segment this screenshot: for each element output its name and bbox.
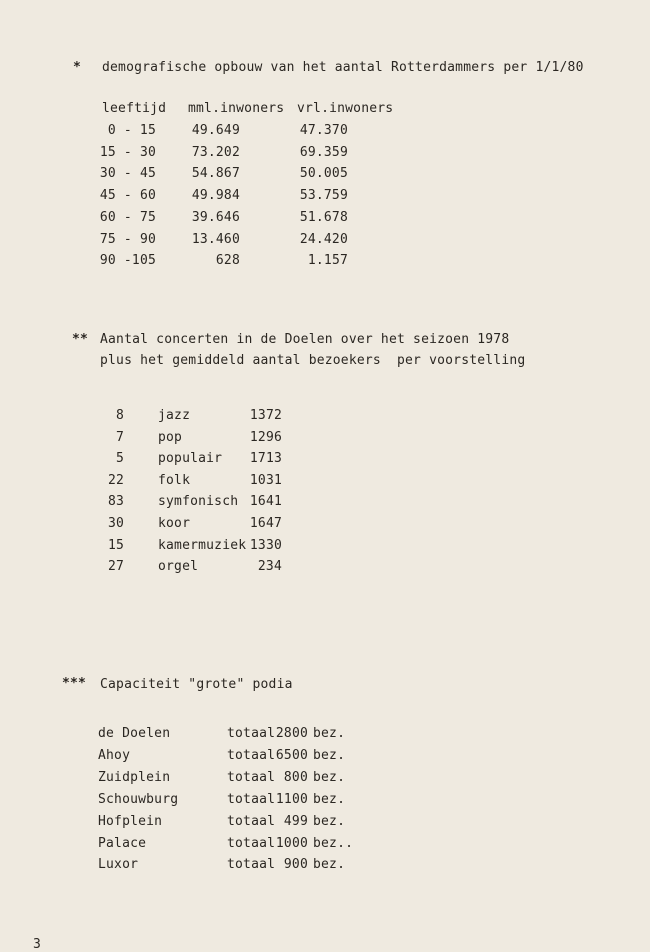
table2-cell-count: 5 bbox=[115, 451, 124, 467]
table3-cell-unit: bez. bbox=[313, 813, 346, 829]
table2-cell-count: 30 bbox=[107, 516, 124, 531]
table2-cell-visitors: 1641 bbox=[249, 494, 282, 510]
table1-cell-age: 75 - 90 bbox=[99, 231, 156, 247]
table3-cell-venue: Palace bbox=[98, 835, 147, 851]
table2-cell-visitors: 1713 bbox=[249, 451, 282, 467]
table3-cell-label: totaal bbox=[227, 835, 276, 851]
table3-cell-unit: bez.. bbox=[313, 835, 354, 851]
table2-cell-visitors: 1296 bbox=[249, 429, 282, 445]
table3-cell-label: totaal bbox=[227, 791, 276, 807]
table1-cell-female: 53.759 bbox=[299, 188, 348, 204]
table3-cell-label: totaal bbox=[227, 813, 276, 829]
section2-title-line1: Aantal concerten in de Doelen over het seizoen 1978 bbox=[100, 332, 510, 347]
table3-cell-capacity: 2800 bbox=[275, 726, 308, 741]
table2-cell-genre: folk bbox=[158, 472, 191, 488]
table1-cell-male: 13.460 bbox=[191, 231, 240, 247]
table2-cell-count: 8 bbox=[115, 408, 124, 423]
table1-cell-female: 69.359 bbox=[299, 144, 348, 160]
table2-cell-genre: populair bbox=[158, 451, 223, 467]
section1-marker: * bbox=[73, 60, 82, 75]
page-number: 3 bbox=[33, 937, 41, 952]
table3-cell-venue: Schouwburg bbox=[98, 791, 179, 807]
section3-title: Capaciteit "grote" podia bbox=[100, 677, 293, 692]
table2-cell-visitors: 1031 bbox=[249, 472, 282, 488]
table1-cell-male: 54.867 bbox=[191, 166, 240, 182]
table2-cell-count: 27 bbox=[107, 559, 124, 575]
table3-cell-unit: bez. bbox=[313, 726, 346, 741]
table1-cell-age: 15 - 30 bbox=[99, 144, 156, 160]
table2-cell-visitors: 1330 bbox=[249, 537, 282, 553]
table3-cell-venue: Zuidplein bbox=[98, 769, 171, 785]
section2-title-line2: plus het gemiddeld aantal bezoekers per voorstelling bbox=[100, 353, 526, 368]
table3-cell-unit: bez. bbox=[313, 769, 346, 785]
table3-cell-unit: bez. bbox=[313, 857, 346, 873]
table3-cell-label: totaal bbox=[227, 769, 276, 785]
table1-cell-male: 49.984 bbox=[191, 188, 240, 204]
table2-cell-genre: koor bbox=[158, 516, 191, 531]
table2-cell-count: 83 bbox=[107, 494, 124, 510]
table3-cell-unit: bez. bbox=[313, 791, 346, 807]
table2-cell-genre: orgel bbox=[158, 559, 199, 575]
table2-cell-visitors: 1647 bbox=[249, 516, 282, 531]
table2-cell-genre: symfonisch bbox=[158, 494, 239, 510]
table1-cell-male: 73.202 bbox=[191, 144, 240, 160]
table3-cell-label: totaal bbox=[227, 726, 276, 741]
section1-title: demografische opbouw van het aantal Rotterdammers per 1/1/80 bbox=[102, 60, 584, 75]
table3-cell-venue: de Doelen bbox=[98, 726, 171, 741]
table1-header-female: vrl.inwoners bbox=[297, 101, 394, 116]
table1-cell-male: 49.649 bbox=[191, 123, 240, 138]
table2-cell-genre: jazz bbox=[158, 408, 191, 423]
table3-cell-unit: bez. bbox=[313, 747, 346, 763]
table3-cell-capacity: 499 bbox=[283, 813, 308, 829]
table1-cell-female: 50.005 bbox=[299, 166, 348, 182]
table3-cell-label: totaal bbox=[227, 747, 276, 763]
table1-cell-female: 24.420 bbox=[299, 231, 348, 247]
table2-cell-genre: kamermuziek bbox=[158, 537, 247, 553]
table1-cell-age: 90 -105 bbox=[99, 253, 156, 269]
table1-cell-male: 628 bbox=[215, 253, 240, 269]
table3-cell-venue: Ahoy bbox=[98, 747, 131, 763]
section2-marker: ** bbox=[72, 332, 89, 347]
table3-cell-venue: Luxor bbox=[98, 857, 139, 873]
table1-cell-age: 30 - 45 bbox=[99, 166, 156, 182]
table1-cell-male: 39.646 bbox=[191, 209, 240, 225]
table1-header-age: leeftijd bbox=[102, 101, 167, 116]
table3-cell-capacity: 900 bbox=[283, 857, 308, 873]
table2-cell-visitors: 234 bbox=[257, 559, 282, 575]
table1-header-male: mml.inwoners bbox=[188, 101, 285, 116]
table3-cell-capacity: 1000 bbox=[275, 835, 308, 851]
table2-cell-genre: pop bbox=[158, 429, 183, 445]
table1-cell-age: 45 - 60 bbox=[99, 188, 156, 204]
table1-cell-age: 60 - 75 bbox=[99, 209, 156, 225]
table2-cell-count: 7 bbox=[115, 429, 124, 445]
section3-marker: *** bbox=[62, 676, 87, 691]
table1-cell-female: 47.370 bbox=[299, 123, 348, 138]
table3-cell-capacity: 6500 bbox=[275, 747, 308, 763]
table1-cell-female: 1.157 bbox=[307, 253, 348, 269]
table1-cell-female: 51.678 bbox=[299, 209, 348, 225]
table2-cell-visitors: 1372 bbox=[249, 408, 282, 423]
table3-cell-capacity: 800 bbox=[283, 769, 308, 785]
table3-cell-venue: Hofplein bbox=[98, 813, 163, 829]
table3-cell-capacity: 1100 bbox=[275, 791, 308, 807]
table1-cell-age: 0 - 15 bbox=[107, 123, 156, 138]
table2-cell-count: 22 bbox=[107, 472, 124, 488]
table2-cell-count: 15 bbox=[107, 537, 124, 553]
table3-cell-label: totaal bbox=[227, 857, 276, 873]
